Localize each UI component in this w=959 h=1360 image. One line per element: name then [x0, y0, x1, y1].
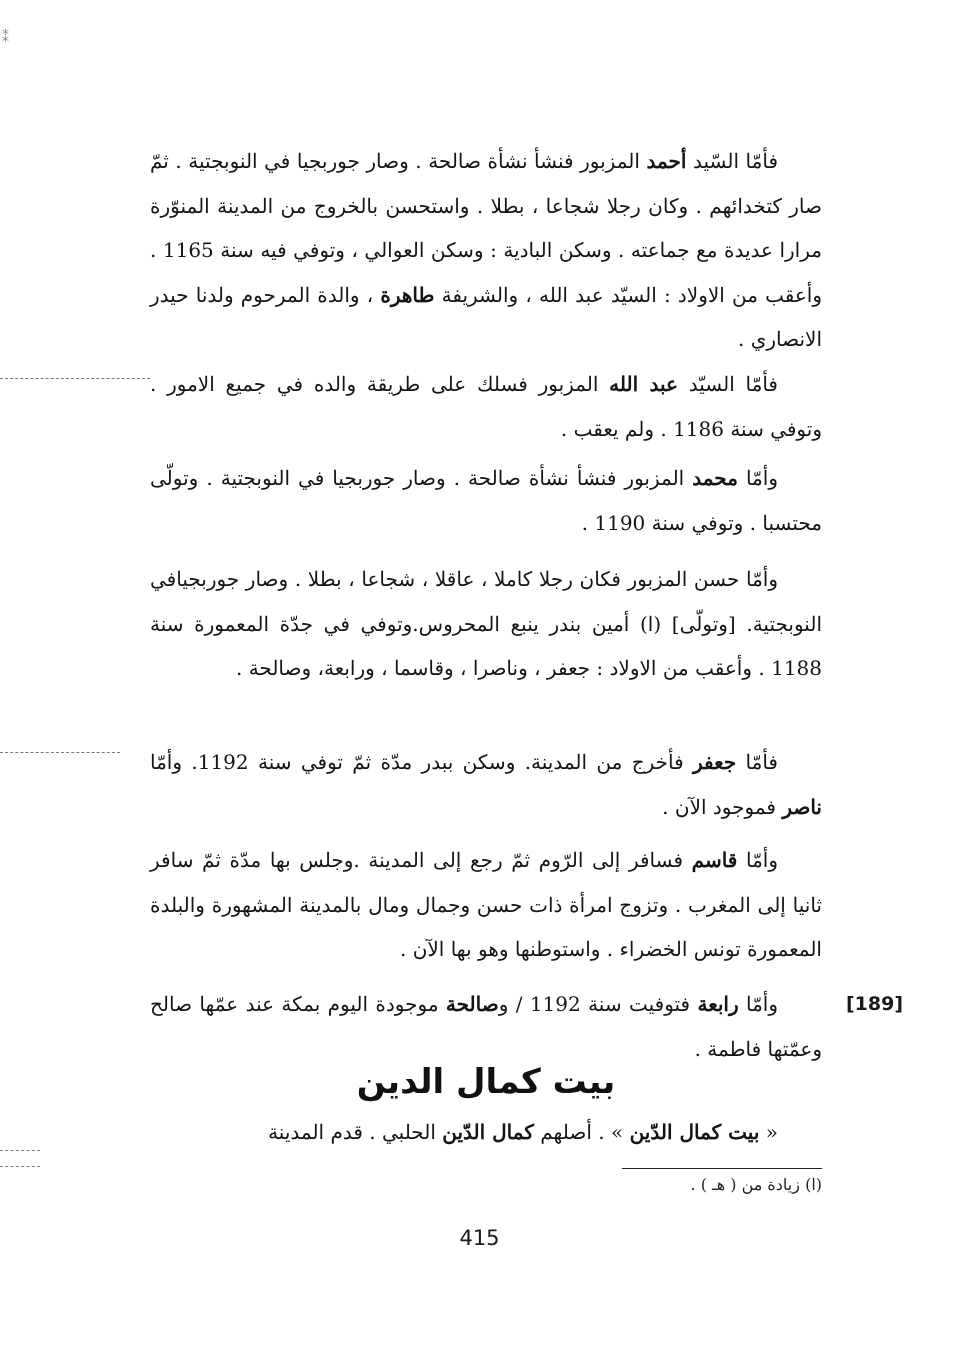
page-number: 415 [459, 1226, 500, 1250]
person-name: صالحة [445, 992, 499, 1016]
scan-artifact-line [0, 1166, 40, 1167]
paragraph-text: » . أصلهم [533, 1120, 630, 1144]
footnote-divider [622, 1168, 822, 1169]
person-name: أحمد [646, 149, 687, 173]
paragraph-prefix: فأمّا السّيد [686, 149, 779, 173]
footnote: (ا) زيادة من ( هـ ) . [690, 1175, 822, 1194]
paragraph-prefix: وأمّا [737, 848, 778, 872]
paragraph-text: المزبور فسلك على طريقة والده في جميع الامور . وتوفي سنة 1186 . ولم يعقب . [150, 372, 822, 441]
paragraph-text: فتوفيت سنة 1192 / و [498, 992, 698, 1016]
paragraph [150, 139, 822, 362]
paragraph-text: المزبور فنشأ نشأة صالحة . وصار جوربجيا في النوبجتية . ثمّ صار كتخدائهم . وكان رجلا شجاعا ، بطلا . واستحسن بالخروج من المدينة المنوّرة مرارا عديدة مع جماعته . وسكن البادية : وسكن العوالي ، وتوفي فيه سنة 1165 . وأعقب من الاولاد : السيّد عبد الله ، والشريفة [150, 149, 822, 307]
person-name: ناصر [782, 794, 822, 819]
paragraph [150, 1110, 822, 1155]
person-name: طاهرة [380, 282, 435, 307]
scan-artifact-line [0, 752, 120, 753]
scan-artifact-line [0, 1150, 40, 1151]
family-name: بيت كمال الدّين [629, 1120, 760, 1144]
paragraph-prefix: فأمّا السيّد [678, 372, 778, 396]
paragraph-text: موجودة اليوم بمكة عند عمّها صالح وعمّتها فاطمة . [150, 992, 822, 1061]
paragraph-prefix: « [759, 1120, 778, 1144]
scan-artifact-line [0, 378, 150, 379]
paragraph-prefix: وأمّا [738, 992, 778, 1016]
person-name: عبد الله [609, 372, 678, 396]
paragraph-text: وأمّا حسن المزبور فكان رجلا كاملا ، عاقلا ، شجاعا ، بطلا . وصار جوربجيافي النوبجتية. [وتولّى] (ا) أمين بندر ينبع المحروس.وتوفي في جدّة المعمورة سنة 1188 . وأعقب من الاولاد : جعفر ، وناصرا ، وقاسما ، ورابعة، وصالحة . [150, 567, 822, 680]
person-name: جعفر [693, 750, 737, 774]
margin-reference: [189] [846, 993, 904, 1015]
person-name: قاسم [691, 848, 738, 872]
paragraph-prefix: وأمّا [737, 466, 778, 490]
paragraph-text: المزبور فنشأ نشأة صالحة . وصار جوربجيا في النوبجتية . وتولّى محتسبا . وتوفي سنة 1190 . [150, 466, 822, 535]
scan-artifact-mark: ⁑ [2, 30, 9, 46]
paragraph-text: فسافر إلى الرّوم ثمّ رجع إلى المدينة .وجلس بها مدّة ثمّ سافر ثانيا إلى المغرب . وتزوج امرأة ذات حسن وجمال ومال بالمدينة المشهورة والبلدة المعمورة تونس الخضراء . واستوطنها وهو بها الآن . [150, 848, 822, 961]
person-name: محمد [692, 466, 738, 490]
section-heading: بيت كمال الدين [356, 1062, 616, 1102]
paragraph [150, 362, 822, 451]
paragraph [150, 557, 822, 691]
paragraph-prefix: فأمّا [736, 750, 778, 774]
paragraph [150, 456, 822, 545]
paragraph [150, 982, 822, 1071]
paragraph-text: فأخرج من المدينة. وسكن ببدر مدّة ثمّ توفي سنة 1192. وأمّا [150, 750, 694, 774]
person-name: رابعة [697, 992, 739, 1016]
paragraph-text: الحلبي . قدم المدينة [268, 1120, 443, 1144]
paragraph [150, 838, 822, 972]
paragraph [150, 740, 822, 829]
person-name: كمال الدّين [442, 1120, 534, 1144]
paragraph-text: فموجود الآن . [662, 794, 783, 819]
paragraph-text: ، والدة المرحوم ولدنا حيدر الانصاري . [150, 282, 822, 351]
